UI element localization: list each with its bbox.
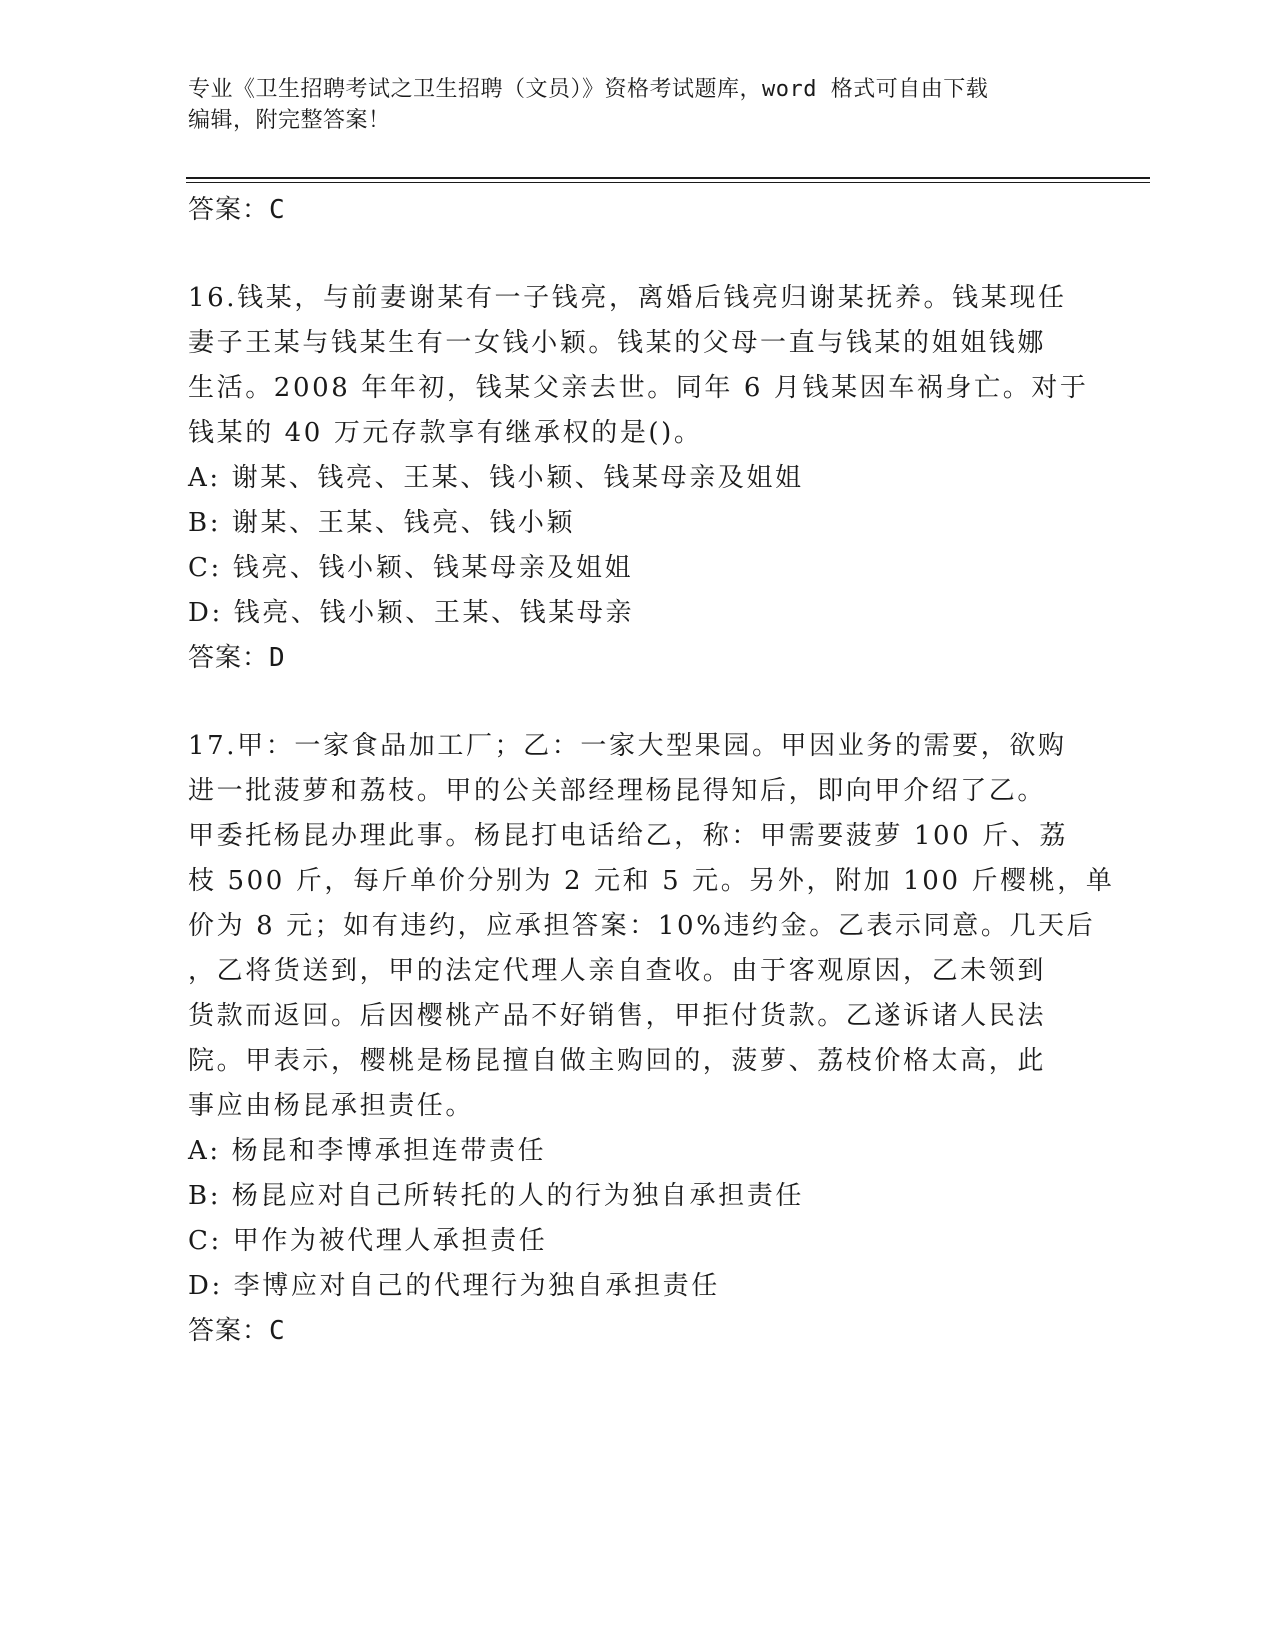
option-c: C: 钱亮、钱小颖、钱某母亲及姐姐 [188, 553, 634, 583]
document-body [188, 188, 1115, 1353]
header-rule-thin [186, 182, 1150, 183]
option-c: C: 甲作为被代理人承担责任 [188, 1226, 548, 1256]
question-16 [188, 276, 1088, 680]
option-a: A: 杨昆和李博承担连带责任 [188, 1136, 547, 1166]
question-line: 事应由杨昆承担责任。 [188, 1091, 475, 1121]
header-line-1: 专业《卫生招聘考试之卫生招聘（文员）》资格考试题库，word 格式可自由下载 [188, 77, 989, 102]
question-line: 院。甲表示，樱桃是杨昆擅自做主购回的，菠萝、荔枝价格太高，此 [188, 1046, 1047, 1076]
spacer [188, 680, 1088, 724]
answer-previous: 答案：C [188, 195, 286, 225]
question-line: 生活。2008 年年初，钱某父亲去世。同年 6 月钱某因车祸身亡。对于 [188, 373, 1089, 403]
question-line: 16.钱某，与前妻谢某有一子钱亮，离婚后钱亮归谢某抚养。钱某现任 [188, 283, 1067, 313]
option-d: D: 钱亮、钱小颖、王某、钱某母亲 [188, 598, 635, 628]
option-b: B: 谢某、王某、钱亮、钱小颖 [188, 508, 576, 538]
question-line: 甲委托杨昆办理此事。杨昆打电话给乙，称：甲需要菠萝 100 斤、荔 [188, 821, 1068, 851]
option-a: A: 谢某、钱亮、王某、钱小颖、钱某母亲及姐姐 [188, 463, 804, 493]
option-b: B: 杨昆应对自己所转托的人的行为独自承担责任 [188, 1181, 804, 1211]
spacer [188, 232, 1088, 276]
question-line: 妻子王某与钱某生有一女钱小颖。钱某的父母一直与钱某的姐姐钱娜 [188, 328, 1047, 358]
question-line: 价为 8 元；如有违约，应承担答案：10%违约金。乙表示同意。几天后 [188, 911, 1096, 941]
header-line-2: 编辑，附完整答案！ [188, 108, 391, 133]
question-line: 钱某的 40 万元存款享有继承权的是()。 [188, 418, 703, 448]
question-line: 枝 500 斤，每斤单价分别为 2 元和 5 元。另外，附加 100 斤樱桃，单 [188, 866, 1115, 896]
option-d: D: 李博应对自己的代理行为独自承担责任 [188, 1271, 720, 1301]
question-line: 货款而返回。后因樱桃产品不好销售，甲拒付货款。乙遂诉诸人民法 [188, 1001, 1047, 1031]
page-header [188, 74, 1088, 136]
header-rule-thick [186, 177, 1150, 179]
question-line: 17.甲：一家食品加工厂；乙：一家大型果园。甲因业务的需要，欲购 [188, 731, 1067, 761]
answer-16: 答案：D [188, 643, 286, 673]
question-line: ，乙将货送到，甲的法定代理人亲自查收。由于客观原因，乙未领到 [188, 956, 1047, 986]
question-line: 进一批菠萝和荔枝。甲的公关部经理杨昆得知后，即向甲介绍了乙。 [188, 776, 1047, 806]
question-17 [188, 724, 1115, 1353]
answer-17: 答案：C [188, 1316, 286, 1346]
